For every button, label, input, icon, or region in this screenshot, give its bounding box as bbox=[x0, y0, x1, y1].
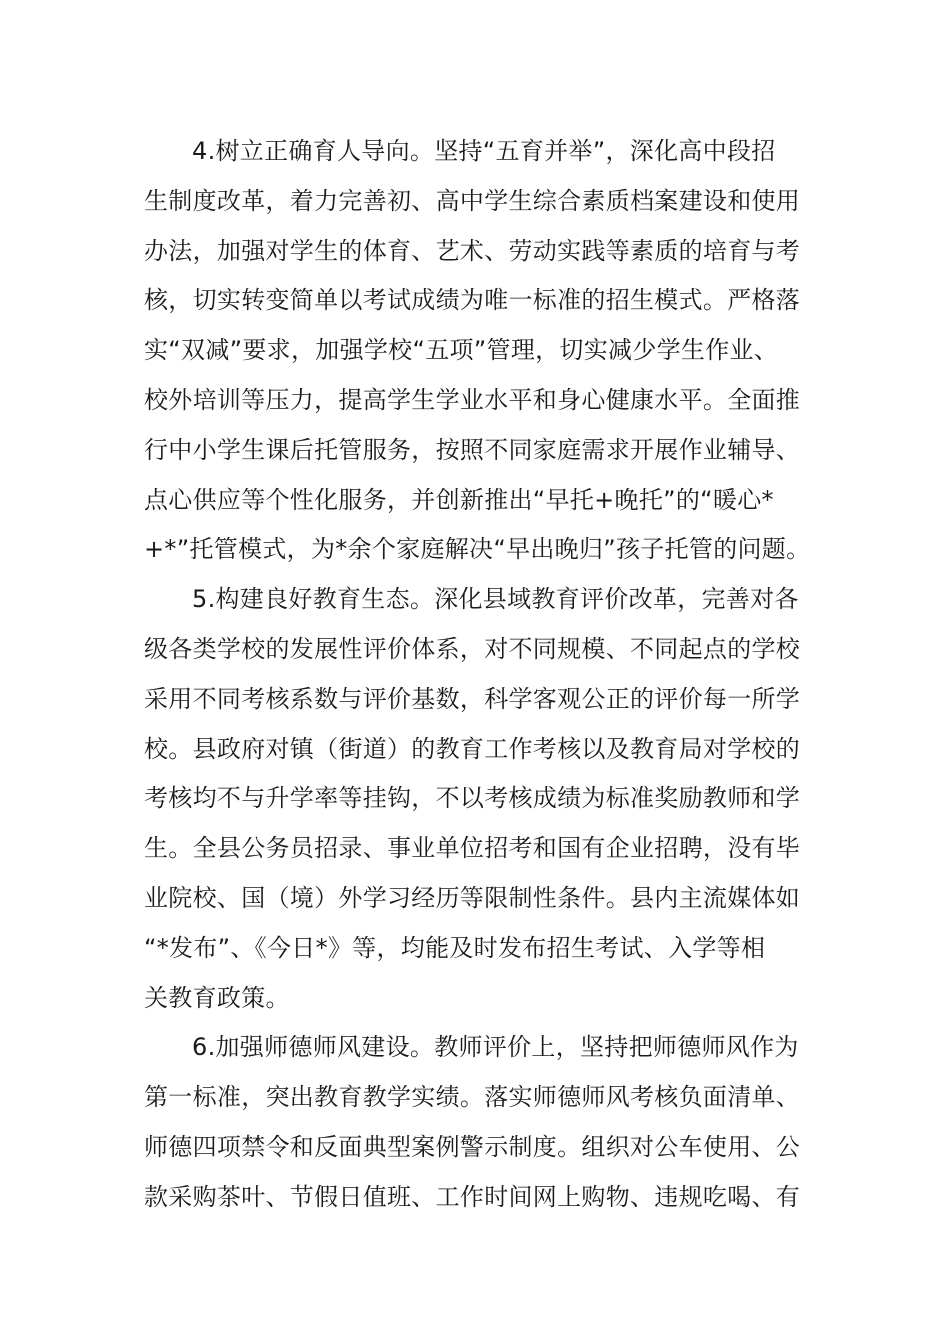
text-line: 5.构建良好教育生态。深化县域教育评价改革，完善对各 bbox=[192, 585, 799, 614]
text-line: 实“双减”要求，加强学校“五项”管理，切实减少学生作业、 bbox=[144, 336, 779, 365]
text-line: 采用不同考核系数与评价基数，科学客观公正的评价每一所学 bbox=[144, 684, 801, 713]
text-line: 业院校、国（境）外学习经历等限制性条件。县内主流媒体如 bbox=[144, 883, 801, 912]
text-line: 核，切实转变简单以考试成绩为唯一标准的招生模式。严格落 bbox=[144, 286, 801, 315]
text-line: 办法，加强对学生的体育、艺术、劳动实践等素质的培育与考 bbox=[144, 236, 801, 265]
text-line: 4.树立正确育人导向。坚持“五育并举”，深化高中段招 bbox=[192, 137, 776, 165]
text-line: 关教育政策。 bbox=[144, 983, 290, 1012]
text-line: 款采购茶叶、节假日值班、工作时间网上购物、违规吃喝、有 bbox=[144, 1182, 801, 1211]
text-line: 考核均不与升学率等挂钩，不以考核成绩为标准奖励教师和学 bbox=[144, 784, 801, 813]
text-line: “*发布”、《今日*》等，均能及时发布招生考试、入学等相 bbox=[144, 933, 766, 962]
text-line: 校。县政府对镇（街道）的教育工作考核以及教育局对学校的 bbox=[144, 734, 801, 763]
text-line: 生。全县公务员招录、事业单位招考和国有企业招聘，没有毕 bbox=[144, 834, 801, 863]
text-line: 级各类学校的发展性评价体系，对不同规模、不同起点的学校 bbox=[144, 634, 801, 663]
text-line: 行中小学生课后托管服务，按照不同家庭需求开展作业辅导、 bbox=[144, 435, 801, 464]
text-line: +*”托管模式，为*余个家庭解决“早出晚归”孩子托管的问题。 bbox=[144, 535, 811, 564]
text-line: 点心供应等个性化服务，并创新推出“早托+晚托”的“暖心* bbox=[144, 485, 774, 514]
document-body bbox=[144, 127, 812, 1223]
text-line: 师德四项禁令和反面典型案例警示制度。组织对公车使用、公 bbox=[144, 1132, 801, 1161]
text-line: 校外培训等压力，提高学生学业水平和身心健康水平。全面推 bbox=[144, 385, 801, 414]
text-line: 6.加强师德师风建设。教师评价上，坚持把师德师风作为 bbox=[192, 1033, 799, 1062]
text-line: 第一标准，突出教育教学实绩。落实师德师风考核负面清单、 bbox=[144, 1083, 801, 1112]
text-line: 生制度改革，着力完善初、高中学生综合素质档案建设和使用 bbox=[144, 186, 801, 215]
